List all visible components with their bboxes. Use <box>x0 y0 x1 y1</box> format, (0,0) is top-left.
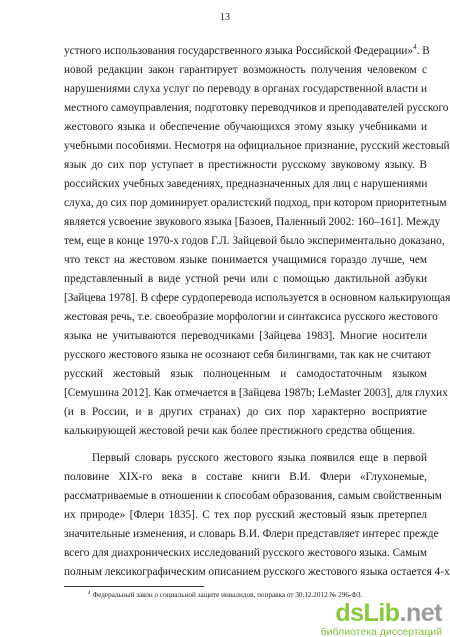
text-line: русского жестового языка не осознают себя билингвами, так как не считают <box>64 349 431 361</box>
watermark <box>321 600 442 637</box>
text-line: является усвоение звукового языка [Базоев, Паленный 2002: 160–161]. Между <box>64 216 441 228</box>
text-line: слуха, до сих пор доминирует оралистский подход, при котором приоритетным <box>64 197 447 209</box>
text-line: (и в России, и в других странах) до сих пор характерно восприятие <box>64 406 427 418</box>
text-line: калькирующей жестовой речи как более престижного средства общения. <box>64 425 416 437</box>
footnote-number: 4 <box>88 590 91 596</box>
text-line: представленный в виде устной речи или с помощью дактильной азбуки <box>64 273 427 285</box>
footnote-reference[interactable]: 4 <box>413 43 417 52</box>
watermark-logo-tld: .net <box>399 599 442 627</box>
text-line: жестового языка и обеспечение обучающихся этому языку учебниками и <box>64 121 427 133</box>
text-line: половине XIX-го века в составе книги В.И. Флери «Глухонемые, <box>64 471 427 483</box>
text-line: рассматриваемые в отношении к способам образования, самым свойственным <box>64 490 442 502</box>
text-line: языка не учитываются переводчиками [Зайцева 1983]. Многие носители <box>64 330 427 342</box>
text-line-content: устного использования государственного языка Российской Федерации» <box>64 45 414 57</box>
text-line: что текст на жестовом языке понимается учащимися гораздо лучше, чем <box>64 254 427 266</box>
text-line: тем, еще в конце 1970-х годов Г.Л. Зайцевой было экспериментально доказано, <box>64 235 445 247</box>
text-line: учебными пособиями. Несмотря на официальное признание, русский жестовый <box>64 140 450 152</box>
watermark-subtitle: библиотека диссертаций <box>320 626 442 637</box>
text-line: русский жестовый язык полноценным и самодостаточным языком <box>64 368 427 380</box>
footnote-text: Федеральный закон о социальной защите инвалидов, поправка от 30.12.2012 № 296-ФЗ. <box>92 591 363 599</box>
footnote <box>88 591 362 600</box>
text-line: полным лексикографическим описанием русского жестового языка остается 4-х <box>64 566 450 578</box>
text-line: всего для диахронических исследований русского жестового языка. Самым <box>64 547 428 559</box>
text-line-tail: . В <box>416 45 430 57</box>
text-line: их природе» [Флери 1835]. С тех пор русский жестовый язык претерпел <box>64 509 427 521</box>
text-line: значительные изменения, и словарь В.И. Флери представляет интерес прежде <box>64 528 439 540</box>
text-line: язык до сих пор уступает в престижности русскому звуковому языку. В <box>64 159 427 171</box>
footnote-divider <box>64 586 204 587</box>
text-line: [Семушина 2012]. Как отмечается в [Зайцева 1987b; LeMaster 2003], для глухих <box>64 387 448 399</box>
text-line: местного самоуправления, подготовку переводчиков и преподавателей русского <box>64 102 449 114</box>
text-line: [Зайцева 1978]. В сфере сурдоперевода используется в основном калькирующая <box>64 292 450 304</box>
watermark-logo-main: dsLib <box>335 599 400 627</box>
text-line: российских учебных заведениях, предназначенных для лиц с нарушениями <box>64 178 428 190</box>
text-line: нарушениями слуха услуг по переводу в органах государственной власти и <box>64 83 427 95</box>
page-number: 13 <box>220 12 230 23</box>
text-line: Первый словарь русского жестового языка появился еще в первой <box>92 452 427 464</box>
text-line: жестовая речь, т.е. своеобразие морфологии и синтаксиса русского жестового <box>64 311 438 323</box>
text-line <box>64 43 430 58</box>
text-line: новой редакции закон гарантирует возможность получения человеком с <box>64 64 427 76</box>
watermark-logo <box>321 600 442 626</box>
